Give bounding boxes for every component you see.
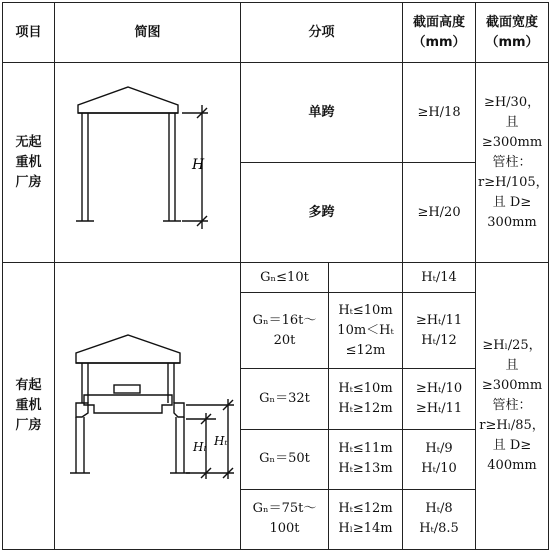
crane-width: ≥Hₗ/25， 且≥300mm 管柱： r≥Hₗ/85， 且 D≥ 400mm [476,263,549,550]
crane-load-1: Gₙ≤10t [241,263,329,293]
no-crane-frame-diagram [56,65,240,261]
crane-cond-1 [329,263,403,293]
crane-row-1 [3,263,549,293]
no-crane-sub-single: 单跨 [241,63,403,163]
header-height: 截面高度 （mm） [403,3,476,63]
crane-load-2: Gₙ＝16t～ 20t [241,293,329,369]
dim-label-ht: Hₜ [213,434,227,448]
no-crane-sub-multi: 多跨 [241,163,403,263]
dim-label-hl: Hₗ [192,440,206,454]
no-crane-height-single: ≥H/18 [403,63,476,163]
crane-height-4: Hₜ/9 Hₜ/10 [403,429,476,489]
crane-label: 有起 重机 厂房 [3,263,55,550]
crane-frame-diagram [56,263,240,549]
header-width: 截面宽度 （mm） [476,3,549,63]
column-section-table [2,2,549,550]
crane-diagram [55,263,241,550]
crane-cond-2: Hₜ≤10m 10m＜Hₜ ≤12m [329,293,403,369]
crane-height-1: Hₜ/14 [403,263,476,293]
crane-load-3: Gₙ＝32t [241,369,329,429]
crane-load-5: Gₙ＝75t～ 100t [241,489,329,549]
crane-height-3: ≥Hₜ/10 ≥Hₜ/11 [403,369,476,429]
no-crane-row-single [3,63,549,163]
header-sub: 分项 [241,3,403,63]
dim-label-h: H [191,156,204,173]
crane-cond-5: Hₜ≤12m Hₗ≥14m [329,489,403,549]
crane-height-2: ≥Hₜ/11 Hₜ/12 [403,293,476,369]
crane-load-4: Gₙ＝50t [241,429,329,489]
crane-height-5: Hₜ/8 Hₜ/8.5 [403,489,476,549]
crane-cond-4: Hₜ≤11m Hₜ≥13m [329,429,403,489]
no-crane-label: 无起 重机 厂房 [3,63,55,263]
no-crane-diagram [55,63,241,263]
header-row [3,3,549,63]
no-crane-height-multi: ≥H/20 [403,163,476,263]
crane-cond-3: Hₜ≤10m Hₜ≥12m [329,369,403,429]
header-item: 项目 [3,3,55,63]
header-diagram: 简图 [55,3,241,63]
no-crane-width: ≥H/30， 且≥300mm 管柱： r≥H/105， 且 D≥ 300mm [476,63,549,263]
